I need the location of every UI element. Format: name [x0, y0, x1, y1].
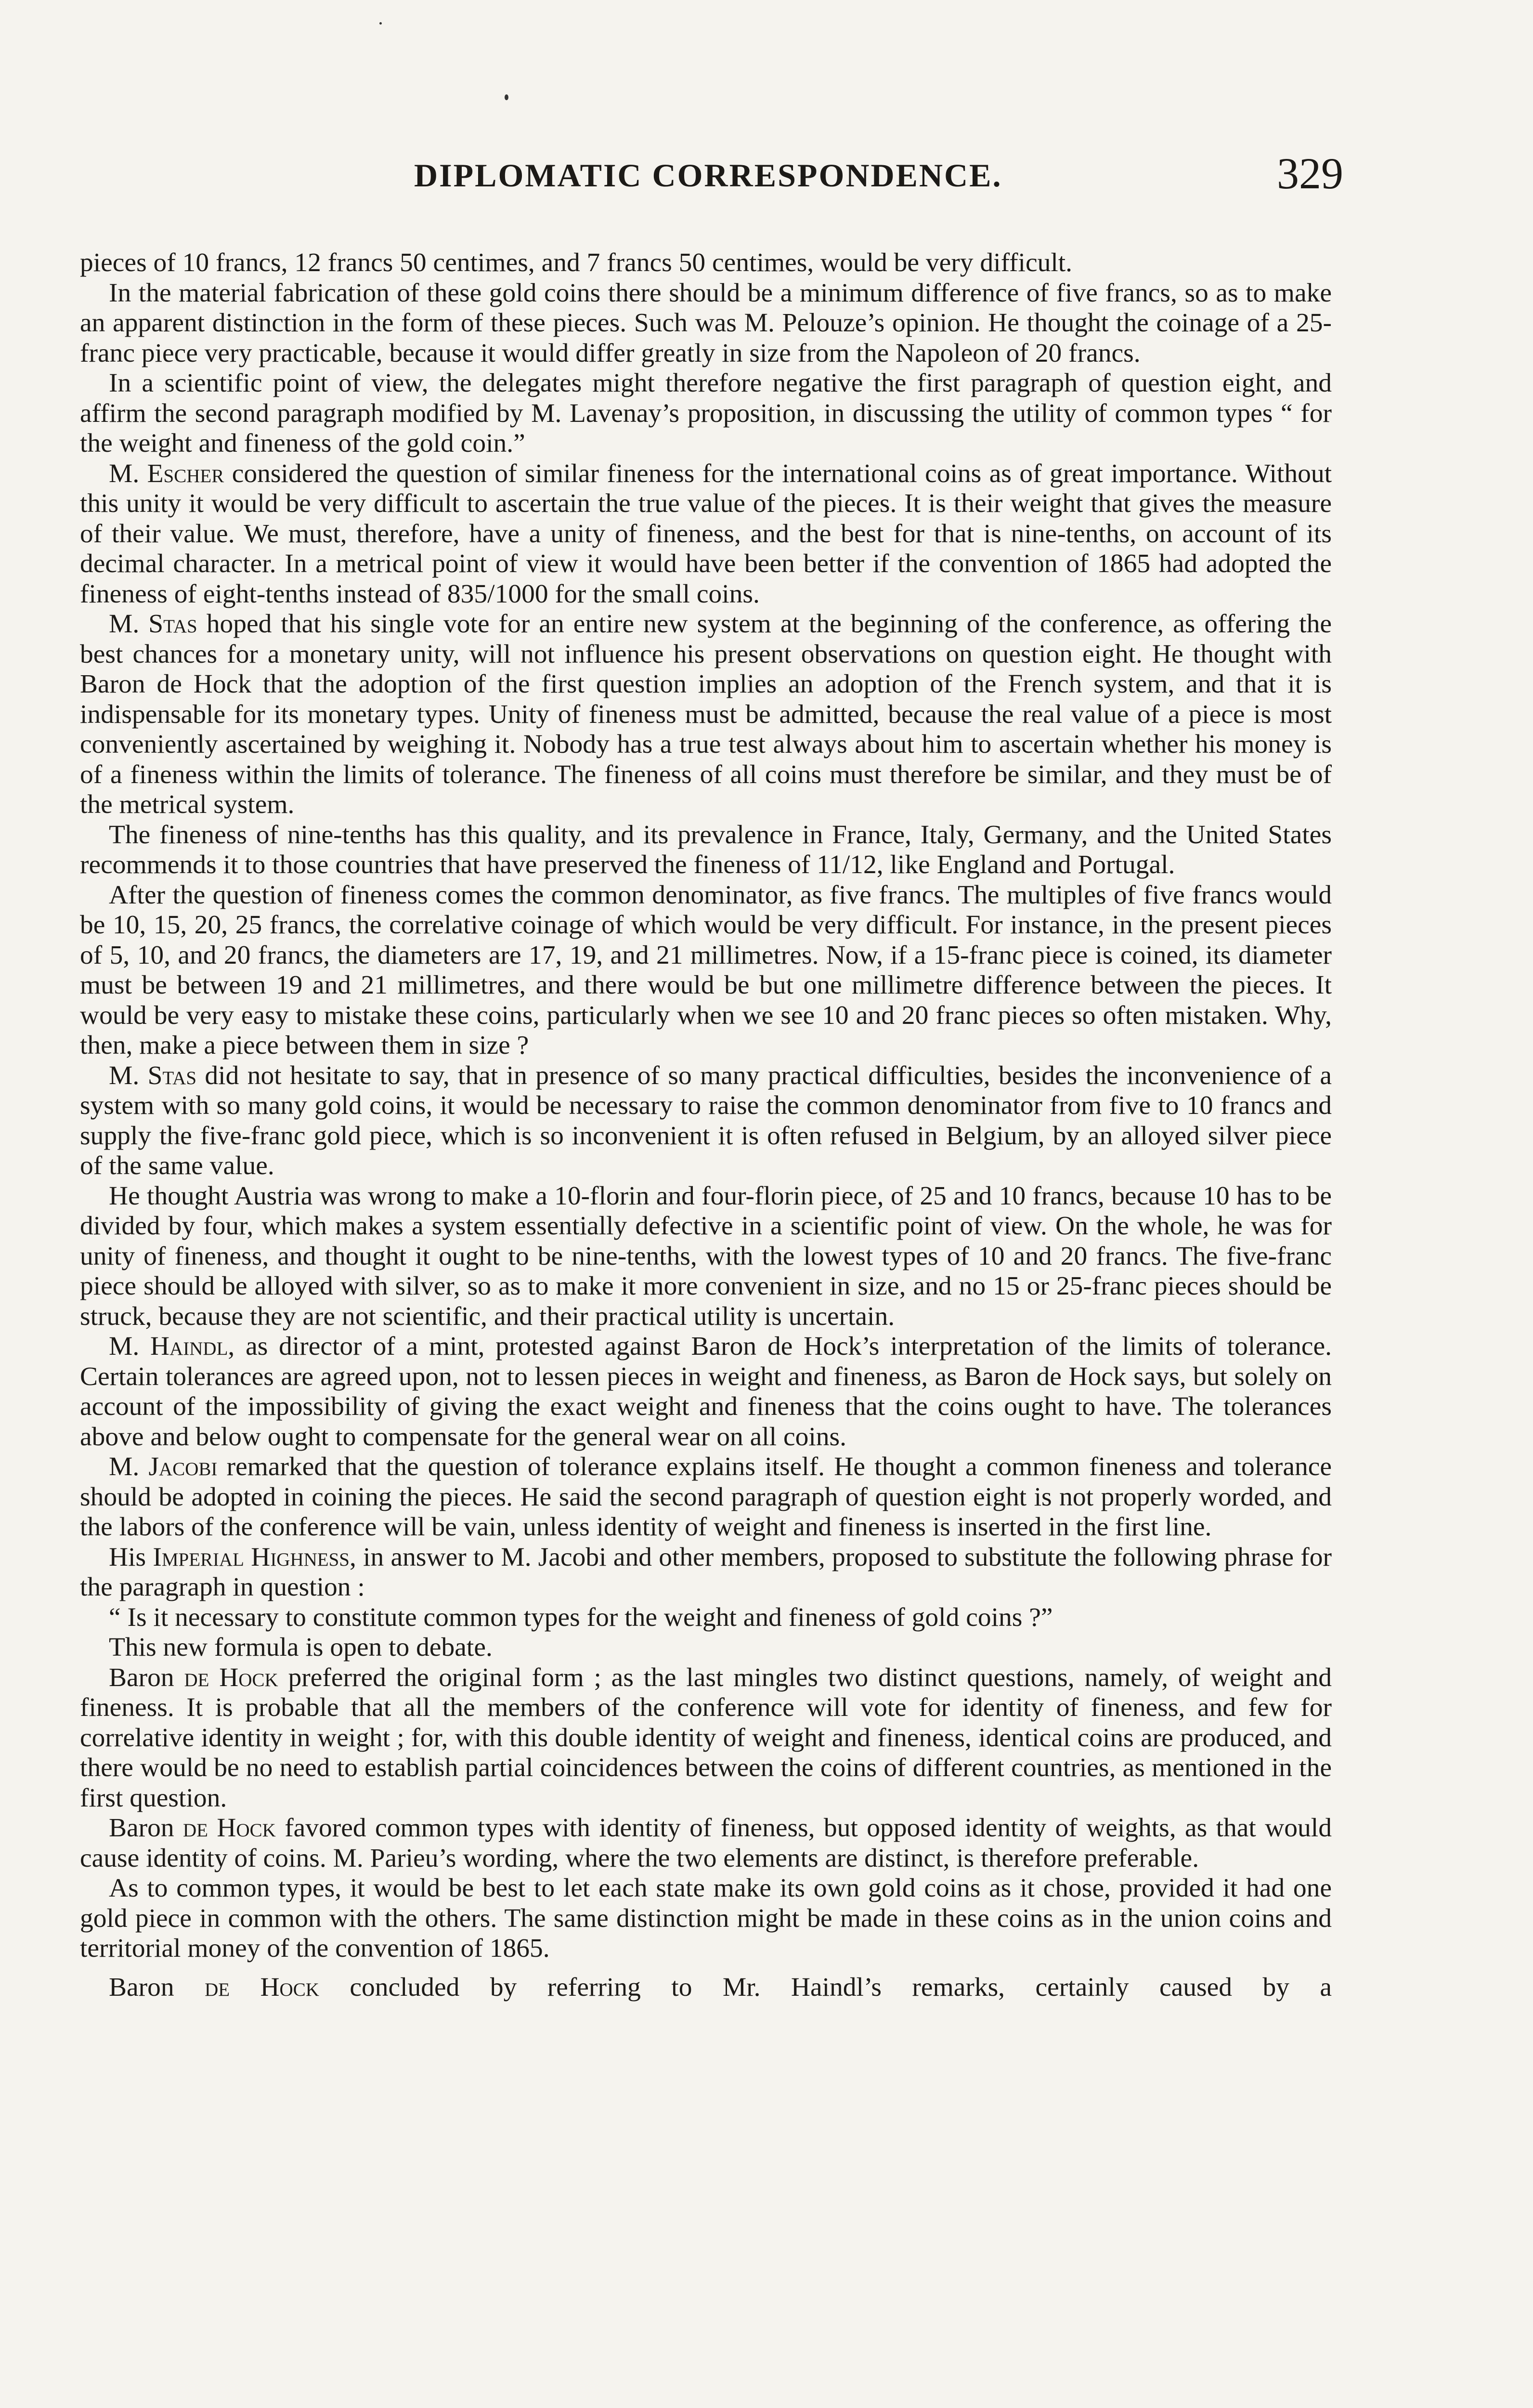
ink-speck — [379, 22, 382, 25]
speaker-name: Jacobi — [148, 1452, 218, 1481]
paragraph: In a scientific point of view, the delegates might therefore negative the first paragraph of question eight, and affirm the second paragraph modified by M. Lavenay’s proposition, in discussing the utility of common types “ for the weight and fineness of the gold coin.” — [80, 368, 1332, 458]
page-number: 329 — [1277, 149, 1343, 198]
paragraph: M. Jacobi remarked that the question of tolerance explains itself. He thought a common fineness and tolerance should be adopted in coining the pieces. He said the second paragraph of question eight is not properly worded, and the labors of the conference will be vain, unless identity of weight and fineness is inserted in the first line. — [80, 1452, 1332, 1542]
quoted-phrase: “ Is it necessary to constitute common types for the weight and fineness of gold coins ?” — [109, 1602, 1053, 1632]
paragraph: M. Escher considered the question of similar fineness for the international coins as of great importance. Without this unity it would be very difficult to ascertain the true value of the pieces. It is their weight that gives the measure of their value. We must, therefore, have a unity of fineness, and the best for that is nine-tenths, on account of its decimal character. In a metrical point of view it would have been better if the convention of 1865 had adopted the fineness of eight-tenths instead of 835/1000 for the small coins. — [80, 458, 1332, 609]
speaker-name: Haindl — [150, 1332, 228, 1361]
paragraph: Baron de Hock favored common types with identity of fineness, but opposed identity of weights, as that would cause identity of coins. M. Parieu’s wording, where the two elements are distinct, is therefore preferable. — [80, 1813, 1332, 1873]
speaker-name: Stas — [148, 609, 197, 639]
paragraph: This new formula is open to debate. — [109, 1633, 493, 1662]
ink-speck — [505, 94, 508, 100]
body-text — [80, 248, 1332, 2002]
paragraph: His Imperial Highness, in answer to M. Jacobi and other members, proposed to substitute the following phrase for the paragraph in question : — [80, 1542, 1332, 1602]
paragraph: Baron de Hock concluded by referring to Mr. Haindl’s remarks, certainly caused by a — [109, 1972, 1332, 2002]
paragraph: M. Haindl, as director of a mint, protested against Baron de Hock’s interpretation of the limits of tolerance. Certain tolerances are agreed upon, not to lessen pieces in weight and fineness, as Baron de Hock says, but solely on account of the impossibility of giving the exact weight and fineness that the coins ought to have. The tolerances above and below ought to compensate for the general wear on all coins. — [80, 1332, 1332, 1452]
speaker-name: Stas — [147, 1060, 197, 1090]
speaker-name: Escher — [147, 458, 224, 488]
paragraph: M. Stas did not hesitate to say, that in presence of so many practical difficulties, besides the inconvenience of a system with so many gold coins, it would be necessary to raise the common denominator from five to 10 francs and supply the five-franc gold piece, which is so inconvenient it is often refused in Belgium, by an alloyed silver piece of the same value. — [80, 1060, 1332, 1180]
paragraph: M. Stas hoped that his single vote for an entire new system at the beginning of the conference, as offering the best chances for a monetary unity, will not influence his present observations on question eight. He thought with Baron de Hock that the adoption of the first question implies an adoption of the French system, and that it is indispensable for its monetary types. Unity of fineness must be admitted, because the real value of a piece is most conveniently ascertained by weighing it. Nobody has a true test always about him to ascertain whether his money is of a fineness within the limits of tolerance. The fineness of all coins must therefore be similar, and they must be of the metrical system. — [80, 609, 1332, 819]
running-title: DIPLOMATIC CORRESPONDENCE. — [414, 157, 1002, 194]
paragraph: The fineness of nine-tenths has this quality, and its prevalence in France, Italy, Germany, and the United States recommends it to those countries that have preserved the fineness of 11/12, like England and Portugal. — [80, 820, 1332, 879]
speaker-name: de Hock — [205, 1972, 319, 2002]
page-header — [82, 149, 1343, 209]
paragraph: Baron de Hock preferred the original form ; as the last mingles two distinct questions, namely, of weight and fineness. It is probable that all the members of the conference will vote for identity of fineness, and few for correlative identity in weight ; for, with this double identity of weight and fineness, identical coins are produced, and there would be no need to establish partial coincidences between the coins of different countries, as mentioned in the first question. — [80, 1662, 1332, 1813]
speaker-name: Imperial Highness — [153, 1542, 350, 1572]
speaker-name: de Hock — [183, 1813, 276, 1843]
paragraph: After the question of fineness comes the common denominator, as five francs. The multiples of five francs would be 10, 15, 20, 25 francs, the correlative coinage of which would be very difficult. For instance, in the present pieces of 5, 10, and 20 francs, the diameters are 17, 19, and 21 millimetres. Now, if a 15-franc piece is coined, its diameter must be between 19 and 21 millimetres, and there would be but one millimetre difference between the pieces. It would be very easy to mistake these coins, particularly when we see 10 and 20 franc pieces so often mistaken. Why, then, make a piece between them in size ? — [80, 880, 1332, 1060]
paragraph: In the material fabrication of these gold coins there should be a minimum difference of five francs, so as to make an apparent distinction in the form of these pieces. Such was M. Pelouze’s opinion. He thought the coinage of a 25-franc piece very practicable, because it would differ greatly in size from the Napoleon of 20 francs. — [80, 278, 1332, 368]
speaker-name: de Hock — [184, 1662, 278, 1692]
paragraph: pieces of 10 francs, 12 francs 50 centimes, and 7 francs 50 centimes, would be very difficult. — [80, 248, 1073, 277]
paragraph: He thought Austria was wrong to make a 10-florin and four-florin piece, of 25 and 10 francs, because 10 has to be divided by four, which makes a system essentially defective in a scientific point of view. On the whole, he was for unity of fineness, and thought it ought to be nine-tenths, with the lowest types of 10 and 20 francs. The five-franc piece should be alloyed with silver, so as to make it more convenient in size, and no 15 or 25-franc pieces should be struck, because they are not scientific, and their practical utility is uncertain. — [80, 1181, 1332, 1331]
paragraph: As to common types, it would be best to let each state make its own gold coins as it chose, provided it had one gold piece in common with the others. The same distinction might be made in these coins as in the union coins and territorial money of the convention of 1865. — [80, 1873, 1332, 1963]
